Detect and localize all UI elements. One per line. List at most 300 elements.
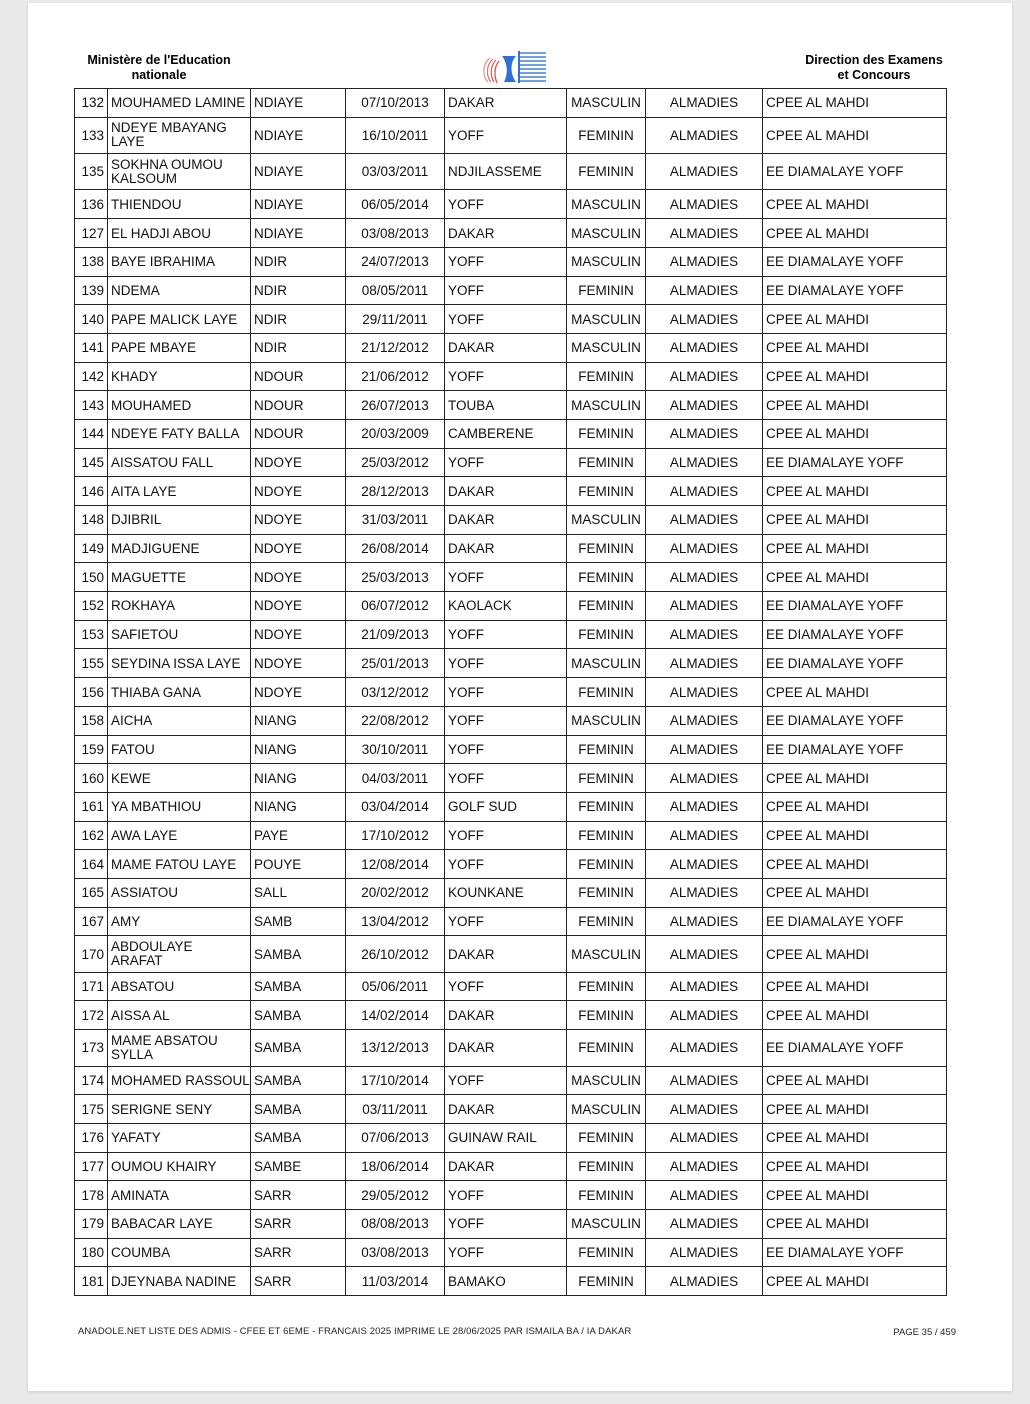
cell-birth-place: DAKAR (445, 89, 567, 118)
cell-first-name: PAPE MALICK LAYE (108, 305, 251, 334)
cell-last-name: PAYE (251, 821, 346, 850)
cell-sex: MASCULIN (567, 219, 646, 248)
cell-birth-place: DAKAR (445, 1152, 567, 1181)
cell-birth-place: DAKAR (445, 219, 567, 248)
cell-row-number: 138 (75, 247, 108, 276)
cell-birth-date: 24/07/2013 (346, 247, 445, 276)
cell-first-name: NDEYE FATY BALLA (108, 419, 251, 448)
cell-birth-date: 21/09/2013 (346, 620, 445, 649)
cell-sex: MASCULIN (567, 247, 646, 276)
cell-school: CPEE AL MAHDI (763, 190, 947, 219)
cell-last-name: NIANG (251, 764, 346, 793)
cell-zone: ALMADIES (646, 1123, 763, 1152)
table-row (75, 219, 947, 248)
cell-birth-date: 13/04/2012 (346, 907, 445, 936)
cell-birth-place: NDJILASSEME (445, 154, 567, 190)
cell-zone: ALMADIES (646, 190, 763, 219)
cell-birth-date: 03/08/2013 (346, 219, 445, 248)
cell-birth-place: KOUNKANE (445, 878, 567, 907)
table-row (75, 907, 947, 936)
cell-row-number: 135 (75, 154, 108, 190)
cell-sex: FEMININ (567, 850, 646, 879)
cell-birth-place: YOFF (445, 764, 567, 793)
cell-last-name: NDOYE (251, 649, 346, 678)
cell-last-name: NDIAYE (251, 219, 346, 248)
cell-birth-date: 17/10/2014 (346, 1066, 445, 1095)
cell-birth-place: YOFF (445, 907, 567, 936)
cell-school: CPEE AL MAHDI (763, 764, 947, 793)
table-row (75, 1238, 947, 1267)
cell-sex: FEMININ (567, 620, 646, 649)
cell-row-number: 167 (75, 907, 108, 936)
cell-birth-date: 25/03/2012 (346, 448, 445, 477)
cell-last-name: NDIAYE (251, 154, 346, 190)
cell-school: EE DIAMALAYE YOFF (763, 276, 947, 305)
cell-last-name: NDOYE (251, 534, 346, 563)
cell-row-number: 155 (75, 649, 108, 678)
cell-birth-place: DAKAR (445, 506, 567, 535)
cell-zone: ALMADIES (646, 592, 763, 621)
cell-zone: ALMADIES (646, 620, 763, 649)
cell-zone: ALMADIES (646, 1066, 763, 1095)
cell-zone: ALMADIES (646, 89, 763, 118)
cell-birth-place: GOLF SUD (445, 792, 567, 821)
header-direction-line1: Direction des Examens (805, 53, 943, 67)
cell-zone: ALMADIES (646, 821, 763, 850)
cell-first-name: MAME FATOU LAYE (108, 850, 251, 879)
cell-zone: ALMADIES (646, 706, 763, 735)
cell-first-name: MADJIGUENE (108, 534, 251, 563)
cell-birth-place: YOFF (445, 305, 567, 334)
table-row (75, 362, 947, 391)
cell-row-number: 164 (75, 850, 108, 879)
cell-sex: FEMININ (567, 563, 646, 592)
cell-last-name: NDOYE (251, 678, 346, 707)
cell-row-number: 172 (75, 1001, 108, 1030)
cell-birth-date: 14/02/2014 (346, 1001, 445, 1030)
table-row (75, 878, 947, 907)
cell-row-number: 162 (75, 821, 108, 850)
admissions-table (74, 88, 947, 1296)
table-row (75, 563, 947, 592)
cell-last-name: NDOYE (251, 592, 346, 621)
cell-school: CPEE AL MAHDI (763, 89, 947, 118)
table-row (75, 592, 947, 621)
cell-birth-place: YOFF (445, 678, 567, 707)
cell-sex: FEMININ (567, 154, 646, 190)
table-row (75, 1209, 947, 1238)
cell-birth-place: YOFF (445, 620, 567, 649)
table-row (75, 117, 947, 153)
cell-zone: ALMADIES (646, 419, 763, 448)
cell-first-name: KHADY (108, 362, 251, 391)
cell-birth-date: 26/08/2014 (346, 534, 445, 563)
cell-row-number: 153 (75, 620, 108, 649)
cell-row-number: 142 (75, 362, 108, 391)
cell-last-name: NDIAYE (251, 89, 346, 118)
cell-school: CPEE AL MAHDI (763, 563, 947, 592)
cell-zone: ALMADIES (646, 534, 763, 563)
cell-first-name: AWA LAYE (108, 821, 251, 850)
cell-row-number: 148 (75, 506, 108, 535)
ministry-logo-icon (480, 50, 548, 85)
cell-school: CPEE AL MAHDI (763, 850, 947, 879)
cell-row-number: 136 (75, 190, 108, 219)
cell-row-number: 179 (75, 1209, 108, 1238)
cell-zone: ALMADIES (646, 1152, 763, 1181)
cell-sex: FEMININ (567, 1001, 646, 1030)
cell-birth-date: 13/12/2013 (346, 1030, 445, 1066)
cell-first-name: OUMOU KHAIRY (108, 1152, 251, 1181)
cell-school: CPEE AL MAHDI (763, 1152, 947, 1181)
cell-birth-date: 20/03/2009 (346, 419, 445, 448)
cell-zone: ALMADIES (646, 936, 763, 972)
cell-sex: FEMININ (567, 907, 646, 936)
cell-row-number: 133 (75, 117, 108, 153)
cell-row-number: 141 (75, 333, 108, 362)
cell-first-name: KEWE (108, 764, 251, 793)
cell-sex: FEMININ (567, 1181, 646, 1210)
table-row (75, 276, 947, 305)
first-name-line: SYLLA (111, 1046, 154, 1062)
cell-first-name: ROKHAYA (108, 592, 251, 621)
cell-birth-date: 08/08/2013 (346, 1209, 445, 1238)
header-direction-line2: et Concours (837, 68, 911, 82)
cell-zone: ALMADIES (646, 1238, 763, 1267)
cell-school: EE DIAMALAYE YOFF (763, 1030, 947, 1066)
cell-school: CPEE AL MAHDI (763, 362, 947, 391)
cell-sex: FEMININ (567, 821, 646, 850)
header-ministry (82, 53, 236, 83)
cell-first-name: AICHA (108, 706, 251, 735)
cell-sex: MASCULIN (567, 506, 646, 535)
cell-sex: FEMININ (567, 1152, 646, 1181)
cell-birth-date: 16/10/2011 (346, 117, 445, 153)
cell-first-name: NDEMA (108, 276, 251, 305)
cell-school: EE DIAMALAYE YOFF (763, 592, 947, 621)
table-row (75, 1030, 947, 1066)
table-row (75, 821, 947, 850)
cell-last-name: NDOUR (251, 391, 346, 420)
cell-birth-place: DAKAR (445, 333, 567, 362)
cell-school: CPEE AL MAHDI (763, 506, 947, 535)
cell-school: CPEE AL MAHDI (763, 1095, 947, 1124)
cell-zone: ALMADIES (646, 649, 763, 678)
cell-last-name: SARR (251, 1181, 346, 1210)
cell-last-name: SAMBA (251, 972, 346, 1001)
cell-sex: MASCULIN (567, 649, 646, 678)
cell-sex: MASCULIN (567, 89, 646, 118)
cell-first-name: MOHAMED RASSOUL (108, 1066, 251, 1095)
table-row (75, 706, 947, 735)
cell-row-number: 159 (75, 735, 108, 764)
cell-birth-place: YOFF (445, 276, 567, 305)
cell-first-name: MOUHAMED LAMINE (108, 89, 251, 118)
cell-school: CPEE AL MAHDI (763, 1123, 947, 1152)
cell-zone: ALMADIES (646, 878, 763, 907)
cell-row-number: 170 (75, 936, 108, 972)
cell-zone: ALMADIES (646, 219, 763, 248)
cell-first-name: SERIGNE SENY (108, 1095, 251, 1124)
table-row (75, 506, 947, 535)
cell-birth-date: 30/10/2011 (346, 735, 445, 764)
cell-school: CPEE AL MAHDI (763, 936, 947, 972)
cell-birth-place: YOFF (445, 1209, 567, 1238)
cell-zone: ALMADIES (646, 850, 763, 879)
cell-zone: ALMADIES (646, 792, 763, 821)
cell-last-name: NDIR (251, 305, 346, 334)
cell-birth-date: 21/06/2012 (346, 362, 445, 391)
cell-first-name: SAFIETOU (108, 620, 251, 649)
cell-sex: FEMININ (567, 1123, 646, 1152)
cell-birth-place: YOFF (445, 362, 567, 391)
table-row (75, 764, 947, 793)
cell-sex: MASCULIN (567, 1066, 646, 1095)
cell-school: CPEE AL MAHDI (763, 878, 947, 907)
cell-last-name: SAMBA (251, 1066, 346, 1095)
first-name-line: SOKHNA OUMOU (111, 156, 223, 172)
cell-school: CPEE AL MAHDI (763, 333, 947, 362)
table-row (75, 419, 947, 448)
cell-birth-place: DAKAR (445, 477, 567, 506)
cell-sex: MASCULIN (567, 1209, 646, 1238)
cell-birth-date: 25/01/2013 (346, 649, 445, 678)
cell-zone: ALMADIES (646, 448, 763, 477)
cell-last-name: NDOUR (251, 419, 346, 448)
table-row (75, 391, 947, 420)
cell-row-number: 175 (75, 1095, 108, 1124)
table-row (75, 649, 947, 678)
cell-birth-date: 18/06/2014 (346, 1152, 445, 1181)
cell-sex: MASCULIN (567, 706, 646, 735)
cell-birth-date: 05/06/2011 (346, 972, 445, 1001)
cell-school: CPEE AL MAHDI (763, 1209, 947, 1238)
cell-sex: FEMININ (567, 878, 646, 907)
cell-birth-date: 04/03/2011 (346, 764, 445, 793)
cell-birth-place: YOFF (445, 735, 567, 764)
cell-school: CPEE AL MAHDI (763, 792, 947, 821)
cell-birth-date: 03/04/2014 (346, 792, 445, 821)
cell-school: EE DIAMALAYE YOFF (763, 649, 947, 678)
cell-birth-place: YOFF (445, 649, 567, 678)
cell-birth-date: 03/11/2011 (346, 1095, 445, 1124)
table-row (75, 936, 947, 972)
cell-first-name: DJEYNABA NADINE (108, 1267, 251, 1296)
first-name-line: ARAFAT (111, 953, 163, 969)
table-row (75, 1123, 947, 1152)
cell-last-name: NDOYE (251, 563, 346, 592)
cell-school: EE DIAMALAYE YOFF (763, 735, 947, 764)
cell-row-number: 174 (75, 1066, 108, 1095)
table-row (75, 620, 947, 649)
cell-first-name: THIENDOU (108, 190, 251, 219)
cell-first-name: EL HADJI ABOU (108, 219, 251, 248)
admissions-table-body (75, 89, 947, 1296)
cell-sex: MASCULIN (567, 333, 646, 362)
cell-birth-date: 31/03/2011 (346, 506, 445, 535)
cell-last-name: POUYE (251, 850, 346, 879)
cell-birth-date: 22/08/2012 (346, 706, 445, 735)
cell-birth-place: DAKAR (445, 1030, 567, 1066)
cell-last-name: NDOYE (251, 448, 346, 477)
cell-school: CPEE AL MAHDI (763, 477, 947, 506)
cell-zone: ALMADIES (646, 305, 763, 334)
cell-sex: FEMININ (567, 117, 646, 153)
cell-last-name: SAMBA (251, 1001, 346, 1030)
cell-birth-date: 11/03/2014 (346, 1267, 445, 1296)
cell-sex: MASCULIN (567, 1095, 646, 1124)
cell-last-name: NDIAYE (251, 117, 346, 153)
cell-first-name (108, 1030, 251, 1066)
cell-sex: FEMININ (567, 477, 646, 506)
cell-first-name: COUMBA (108, 1238, 251, 1267)
cell-zone: ALMADIES (646, 1030, 763, 1066)
cell-birth-place: TOUBA (445, 391, 567, 420)
cell-row-number: 139 (75, 276, 108, 305)
cell-last-name: NIANG (251, 706, 346, 735)
cell-school: CPEE AL MAHDI (763, 117, 947, 153)
table-row (75, 1095, 947, 1124)
cell-birth-date: 26/10/2012 (346, 936, 445, 972)
cell-row-number: 178 (75, 1181, 108, 1210)
cell-birth-date: 21/12/2012 (346, 333, 445, 362)
cell-last-name: SARR (251, 1238, 346, 1267)
cell-birth-place: BAMAKO (445, 1267, 567, 1296)
cell-birth-date: 03/08/2013 (346, 1238, 445, 1267)
cell-birth-date: 07/10/2013 (346, 89, 445, 118)
cell-birth-place: YOFF (445, 117, 567, 153)
table-row (75, 850, 947, 879)
cell-birth-date: 26/07/2013 (346, 391, 445, 420)
cell-sex: FEMININ (567, 592, 646, 621)
cell-birth-place: YOFF (445, 972, 567, 1001)
cell-row-number: 161 (75, 792, 108, 821)
cell-school: CPEE AL MAHDI (763, 419, 947, 448)
footer-print-info: ANADOLE.NET LISTE DES ADMIS - CFEE ET 6EME - FRANCAIS 2025 IMPRIME LE 28/06/2025 PAR ISMAILA BA / IA DAKAR (78, 1326, 632, 1337)
cell-last-name: NIANG (251, 735, 346, 764)
cell-sex: FEMININ (567, 735, 646, 764)
table-row (75, 448, 947, 477)
table-row (75, 735, 947, 764)
cell-row-number: 158 (75, 706, 108, 735)
header-ministry-line2: nationale (131, 68, 187, 82)
table-row (75, 154, 947, 190)
cell-first-name (108, 936, 251, 972)
cell-sex: FEMININ (567, 362, 646, 391)
cell-school: CPEE AL MAHDI (763, 678, 947, 707)
cell-zone: ALMADIES (646, 276, 763, 305)
cell-row-number: 152 (75, 592, 108, 621)
cell-birth-date: 29/11/2011 (346, 305, 445, 334)
cell-first-name: BAYE IBRAHIMA (108, 247, 251, 276)
cell-birth-place: DAKAR (445, 534, 567, 563)
cell-last-name: SAMBA (251, 1123, 346, 1152)
cell-last-name: NDIR (251, 333, 346, 362)
cell-zone: ALMADIES (646, 154, 763, 190)
cell-last-name: SAMBE (251, 1152, 346, 1181)
cell-birth-place: DAKAR (445, 1095, 567, 1124)
cell-school: CPEE AL MAHDI (763, 1001, 947, 1030)
first-name-line: MAME ABSATOU (111, 1032, 218, 1048)
cell-sex: FEMININ (567, 1030, 646, 1066)
cell-school: CPEE AL MAHDI (763, 534, 947, 563)
cell-zone: ALMADIES (646, 1095, 763, 1124)
cell-zone: ALMADIES (646, 1181, 763, 1210)
cell-zone: ALMADIES (646, 117, 763, 153)
cell-row-number: 143 (75, 391, 108, 420)
cell-row-number: 176 (75, 1123, 108, 1152)
cell-zone: ALMADIES (646, 907, 763, 936)
cell-first-name: AMINATA (108, 1181, 251, 1210)
cell-zone: ALMADIES (646, 247, 763, 276)
cell-row-number: 150 (75, 563, 108, 592)
cell-zone: ALMADIES (646, 1001, 763, 1030)
cell-first-name: AITA LAYE (108, 477, 251, 506)
table-row (75, 89, 947, 118)
cell-birth-place: DAKAR (445, 1001, 567, 1030)
cell-sex: FEMININ (567, 276, 646, 305)
cell-school: EE DIAMALAYE YOFF (763, 706, 947, 735)
cell-last-name: SAMBA (251, 1030, 346, 1066)
cell-school: EE DIAMALAYE YOFF (763, 620, 947, 649)
cell-birth-date: 08/05/2011 (346, 276, 445, 305)
cell-school: CPEE AL MAHDI (763, 1181, 947, 1210)
cell-birth-place: CAMBERENE (445, 419, 567, 448)
first-name-line: ABDOULAYE (111, 939, 193, 955)
cell-zone: ALMADIES (646, 333, 763, 362)
cell-row-number: 132 (75, 89, 108, 118)
cell-row-number: 140 (75, 305, 108, 334)
cell-first-name: MAGUETTE (108, 563, 251, 592)
cell-birth-place: YOFF (445, 850, 567, 879)
cell-row-number: 127 (75, 219, 108, 248)
cell-zone: ALMADIES (646, 477, 763, 506)
cell-last-name: NDOYE (251, 477, 346, 506)
cell-first-name (108, 117, 251, 153)
table-row (75, 1181, 947, 1210)
cell-first-name: FATOU (108, 735, 251, 764)
cell-birth-place: GUINAW RAIL (445, 1123, 567, 1152)
cell-last-name: NDIR (251, 276, 346, 305)
table-row (75, 305, 947, 334)
table-row (75, 1267, 947, 1296)
cell-row-number: 180 (75, 1238, 108, 1267)
cell-last-name: NDIAYE (251, 190, 346, 219)
cell-zone: ALMADIES (646, 1267, 763, 1296)
cell-row-number: 181 (75, 1267, 108, 1296)
cell-sex: FEMININ (567, 1267, 646, 1296)
cell-zone: ALMADIES (646, 506, 763, 535)
cell-school: EE DIAMALAYE YOFF (763, 1238, 947, 1267)
cell-birth-date: 06/07/2012 (346, 592, 445, 621)
cell-birth-date: 07/06/2013 (346, 1123, 445, 1152)
cell-birth-date: 03/03/2011 (346, 154, 445, 190)
cell-last-name: NDOYE (251, 506, 346, 535)
cell-birth-place: YOFF (445, 1181, 567, 1210)
cell-school: EE DIAMALAYE YOFF (763, 448, 947, 477)
cell-sex: FEMININ (567, 764, 646, 793)
cell-birth-date: 06/05/2014 (346, 190, 445, 219)
cell-sex: MASCULIN (567, 936, 646, 972)
cell-sex: FEMININ (567, 678, 646, 707)
cell-school: EE DIAMALAYE YOFF (763, 154, 947, 190)
cell-zone: ALMADIES (646, 735, 763, 764)
cell-sex: FEMININ (567, 448, 646, 477)
cell-sex: FEMININ (567, 419, 646, 448)
table-row (75, 247, 947, 276)
cell-birth-place: YOFF (445, 706, 567, 735)
cell-school: CPEE AL MAHDI (763, 219, 947, 248)
